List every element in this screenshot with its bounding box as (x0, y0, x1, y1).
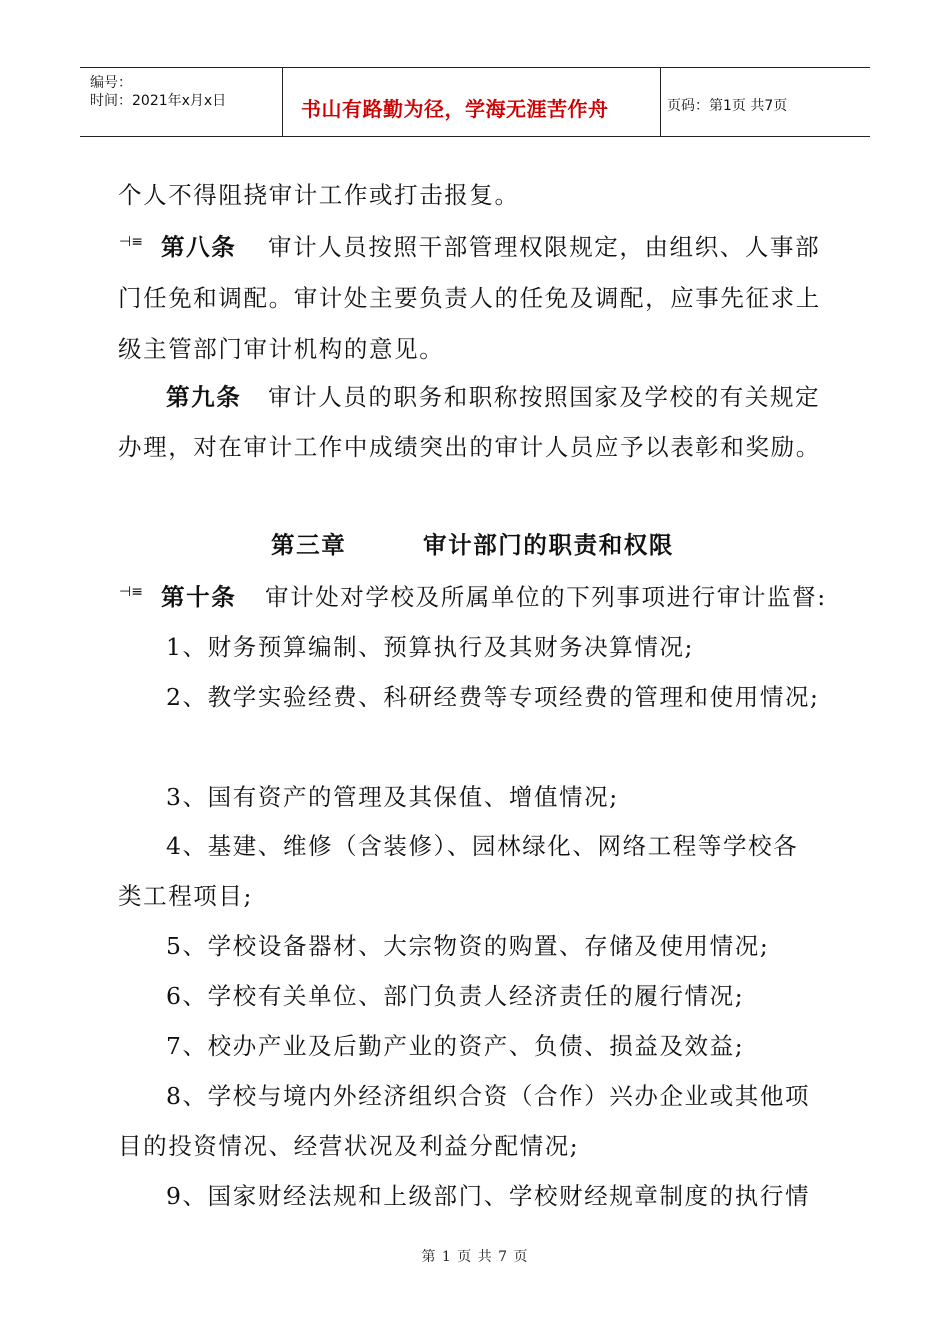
page-footer: 第 1 页 共 7 页 (421, 1249, 529, 1265)
article-8-title: 第八条 (161, 233, 237, 261)
list-item: 1、财务预算编制、预算执行及其财务决算情况; (166, 633, 695, 661)
article-10-title: 第十条 (161, 583, 237, 611)
header-page-info: 页码：第1页 共7页 (667, 98, 788, 114)
header-motto: 书山有路勤为径，学海无涯苦作舟 (301, 97, 609, 121)
list-item: 4、基建、维修（含装修）、园林绿化、网络工程等学校各 (166, 832, 799, 860)
header-meta (80, 68, 283, 136)
article-9-title: 第九条 (166, 383, 242, 411)
list-item: 7、校办产业及后勤产业的资产、负债、损益及效益; (166, 1032, 745, 1060)
article-9-text-2: 办理，对在审计工作中成绩突出的审计人员应予以表彰和奖励。 (118, 433, 821, 461)
list-item: 2、教学实验经费、科研经费等专项经费的管理和使用情况; (166, 683, 820, 711)
bullet-icon: ⊣≡ (119, 234, 143, 250)
article-8-text-3: 级主管部门审计机构的意见。 (118, 335, 445, 363)
header-page-cell (661, 68, 870, 136)
list-item: 5、学校设备器材、大宗物资的购置、存储及使用情况; (166, 932, 770, 960)
list-item: 类工程项目; (118, 882, 254, 910)
list-item: 9、国家财经法规和上级部门、学校财经规章制度的执行情 (166, 1182, 811, 1210)
chapter-title: 审计部门的职责和权限 (423, 531, 674, 559)
page-header (80, 67, 870, 137)
document-number-label: 编号： (90, 75, 132, 91)
document-date: 时间：2021年x月x日 (90, 93, 227, 109)
list-item: 3、国有资产的管理及其保值、增值情况; (166, 783, 619, 811)
list-item: 6、学校有关单位、部门负责人经济责任的履行情况; (166, 982, 745, 1010)
bullet-icon: ⊣≡ (119, 584, 143, 600)
list-item: 8、学校与境内外经济组织合资（合作）兴办企业或其他项 (166, 1082, 811, 1110)
article-9-text-1: 审计人员的职务和职称按照国家及学校的有关规定 (268, 383, 821, 411)
body-line-1: 个人不得阻挠审计工作或打击报复。 (118, 181, 520, 209)
header-motto-cell (283, 68, 661, 136)
chapter-number: 第三章 (271, 531, 347, 559)
list-item: 目的投资情况、经营状况及利益分配情况; (118, 1132, 580, 1160)
article-8-text-1: 审计人员按照干部管理权限规定，由组织、人事部 (268, 233, 821, 261)
article-10-text: 审计处对学校及所属单位的下列事项进行审计监督: (265, 583, 827, 611)
article-8-text-2: 门任免和调配。审计处主要负责人的任免及调配，应事先征求上 (118, 284, 821, 312)
